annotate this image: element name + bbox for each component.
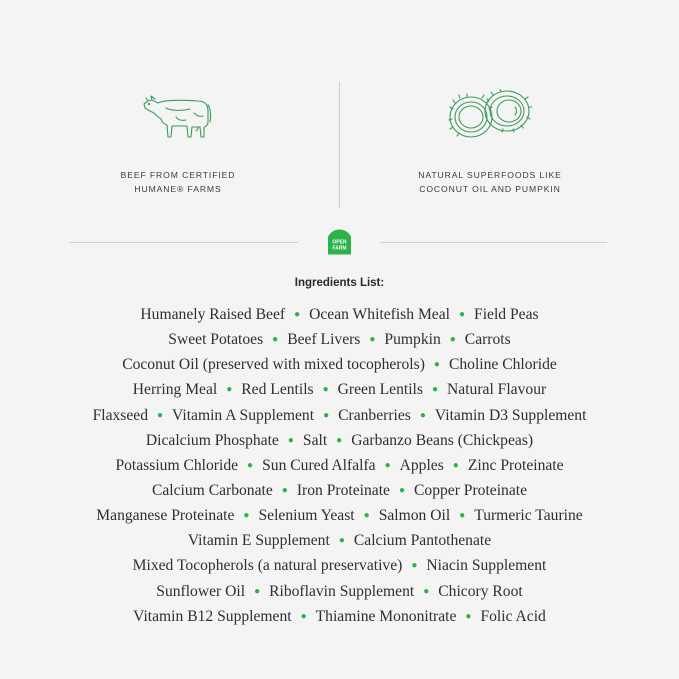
ingredient-item: Garbanzo Beans (Chickpeas) bbox=[351, 431, 534, 449]
bullet-dot-icon: ● bbox=[281, 484, 288, 496]
ingredient-item: Chicory Root bbox=[438, 582, 523, 600]
bullet-dot-icon: ● bbox=[323, 409, 330, 421]
ingredient-item: Coconut Oil (preserved with mixed tocopherols) bbox=[122, 356, 425, 374]
ingredient-item: Field Peas bbox=[474, 306, 539, 323]
ingredient-line bbox=[0, 403, 679, 428]
bullet-dot-icon: ● bbox=[226, 384, 233, 396]
ingredient-item: Folic Acid bbox=[480, 607, 546, 625]
ingredient-line bbox=[0, 604, 679, 629]
ingredient-item: Copper Proteinate bbox=[414, 481, 528, 499]
ingredient-item: Dicalcium Phosphate bbox=[145, 431, 279, 449]
bullet-dot-icon: ● bbox=[423, 585, 430, 597]
ingredient-item: Riboflavin Supplement bbox=[269, 582, 415, 600]
caption-line: HUMANE® FARMS bbox=[134, 184, 222, 194]
ingredient-item: Humanely Raised Beef bbox=[140, 306, 286, 323]
ingredient-item: Herring Meal bbox=[132, 381, 218, 399]
bullet-dot-icon: ● bbox=[243, 510, 250, 522]
ingredient-line bbox=[0, 553, 679, 578]
ingredient-item: Sunflower Oil bbox=[156, 582, 246, 600]
cow-icon bbox=[142, 89, 214, 141]
feature-superfoods bbox=[340, 80, 640, 196]
coconut-icon bbox=[447, 89, 533, 141]
bullet-dot-icon: ● bbox=[300, 610, 307, 622]
vertical-divider bbox=[339, 82, 340, 208]
bullet-dot-icon: ● bbox=[398, 484, 405, 496]
bullet-dot-icon: ● bbox=[465, 610, 472, 622]
ingredient-item: Thiamine Mononitrate bbox=[315, 607, 457, 625]
bullet-dot-icon: ● bbox=[433, 359, 440, 371]
bullet-dot-icon: ● bbox=[411, 560, 418, 572]
ingredient-line bbox=[0, 352, 679, 377]
coconut-icon-wrap bbox=[340, 80, 640, 150]
ingredient-item: Green Lentils bbox=[337, 381, 423, 399]
ingredients-list bbox=[0, 302, 679, 629]
open-farm-logo bbox=[327, 229, 352, 255]
caption-line: COCONUT OIL AND PUMPKIN bbox=[419, 184, 561, 194]
ingredient-item: Beef Livers bbox=[287, 331, 361, 349]
ingredient-line bbox=[0, 377, 679, 402]
bullet-dot-icon: ● bbox=[287, 434, 294, 446]
logo-text-line1: OPEN bbox=[332, 239, 347, 246]
ingredient-item: Flaxseed bbox=[92, 406, 148, 424]
ingredient-item: Natural Flavour bbox=[447, 381, 547, 399]
bullet-dot-icon: ● bbox=[369, 334, 376, 346]
ingredient-item: Calcium Carbonate bbox=[151, 481, 273, 499]
ingredient-item: Salmon Oil bbox=[378, 507, 451, 525]
ingredient-item: Carrots bbox=[464, 331, 511, 349]
bullet-dot-icon: ● bbox=[452, 459, 459, 471]
ingredient-item: Mixed Tocopherols (a natural preservative) bbox=[132, 557, 403, 575]
ingredient-item: Red Lentils bbox=[241, 381, 314, 399]
bullet-dot-icon: ● bbox=[384, 459, 391, 471]
ingredient-item: Cranberries bbox=[338, 406, 411, 424]
ingredient-item: Manganese Proteinate bbox=[96, 507, 235, 525]
ingredient-item: Ocean Whitefish Meal bbox=[309, 306, 450, 323]
ingredients-title: Ingredients List: bbox=[294, 277, 385, 289]
caption-line: NATURAL SUPERFOODS LIKE bbox=[418, 170, 562, 180]
bullet-dot-icon: ● bbox=[459, 510, 466, 522]
ingredient-item: Sun Cured Alfalfa bbox=[262, 456, 376, 474]
feature-beef-caption bbox=[28, 168, 328, 196]
horizontal-rule-left bbox=[69, 242, 298, 243]
feature-beef bbox=[28, 80, 328, 196]
ingredient-item: Sweet Potatoes bbox=[168, 331, 264, 349]
ingredient-line bbox=[0, 327, 679, 352]
ingredient-line bbox=[0, 302, 679, 327]
ingredient-line bbox=[0, 428, 679, 453]
ingredient-item: Calcium Pantothenate bbox=[353, 532, 492, 550]
bullet-dot-icon: ● bbox=[157, 409, 164, 421]
ingredient-item: Vitamin D3 Supplement bbox=[434, 406, 587, 424]
bullet-dot-icon: ● bbox=[449, 334, 456, 346]
cow-icon-wrap bbox=[28, 80, 328, 150]
bullet-dot-icon: ● bbox=[363, 510, 370, 522]
ingredient-item: Selenium Yeast bbox=[258, 507, 355, 525]
ingredient-item: Potassium Chloride bbox=[115, 456, 239, 474]
ingredient-line bbox=[0, 528, 679, 553]
bullet-dot-icon: ● bbox=[294, 309, 301, 320]
caption-line: BEEF FROM CERTIFIED bbox=[120, 170, 236, 180]
logo-text-line2: FARM bbox=[332, 245, 347, 252]
ingredient-line bbox=[0, 579, 679, 604]
bullet-dot-icon: ● bbox=[419, 409, 426, 421]
ingredient-item: Iron Proteinate bbox=[296, 481, 390, 499]
bullet-dot-icon: ● bbox=[254, 585, 261, 597]
ingredient-line bbox=[0, 478, 679, 503]
ingredient-item: Turmeric Taurine bbox=[474, 507, 583, 525]
bullet-dot-icon: ● bbox=[458, 309, 466, 320]
bullet-dot-icon: ● bbox=[272, 334, 279, 346]
feature-superfoods-caption bbox=[340, 168, 640, 196]
ingredient-item: Zinc Proteinate bbox=[467, 456, 564, 474]
ingredient-item: Choline Chloride bbox=[448, 356, 557, 374]
ingredient-line bbox=[0, 503, 679, 528]
ingredient-line bbox=[0, 453, 679, 478]
ingredient-item: Apples bbox=[399, 456, 444, 474]
ingredient-item: Vitamin B12 Supplement bbox=[133, 607, 292, 625]
bullet-dot-icon: ● bbox=[336, 434, 343, 446]
bullet-dot-icon: ● bbox=[431, 384, 439, 396]
ingredient-item: Salt bbox=[302, 431, 328, 449]
bullet-dot-icon: ● bbox=[322, 384, 329, 396]
ingredient-item: Niacin Supplement bbox=[426, 557, 547, 575]
ingredient-item: Vitamin A Supplement bbox=[172, 406, 315, 424]
bullet-dot-icon: ● bbox=[338, 535, 345, 547]
horizontal-rule-right bbox=[380, 242, 607, 243]
bullet-dot-icon: ● bbox=[247, 459, 254, 471]
ingredient-item: Vitamin E Supplement bbox=[187, 532, 330, 550]
ingredient-item: Pumpkin bbox=[384, 331, 441, 349]
